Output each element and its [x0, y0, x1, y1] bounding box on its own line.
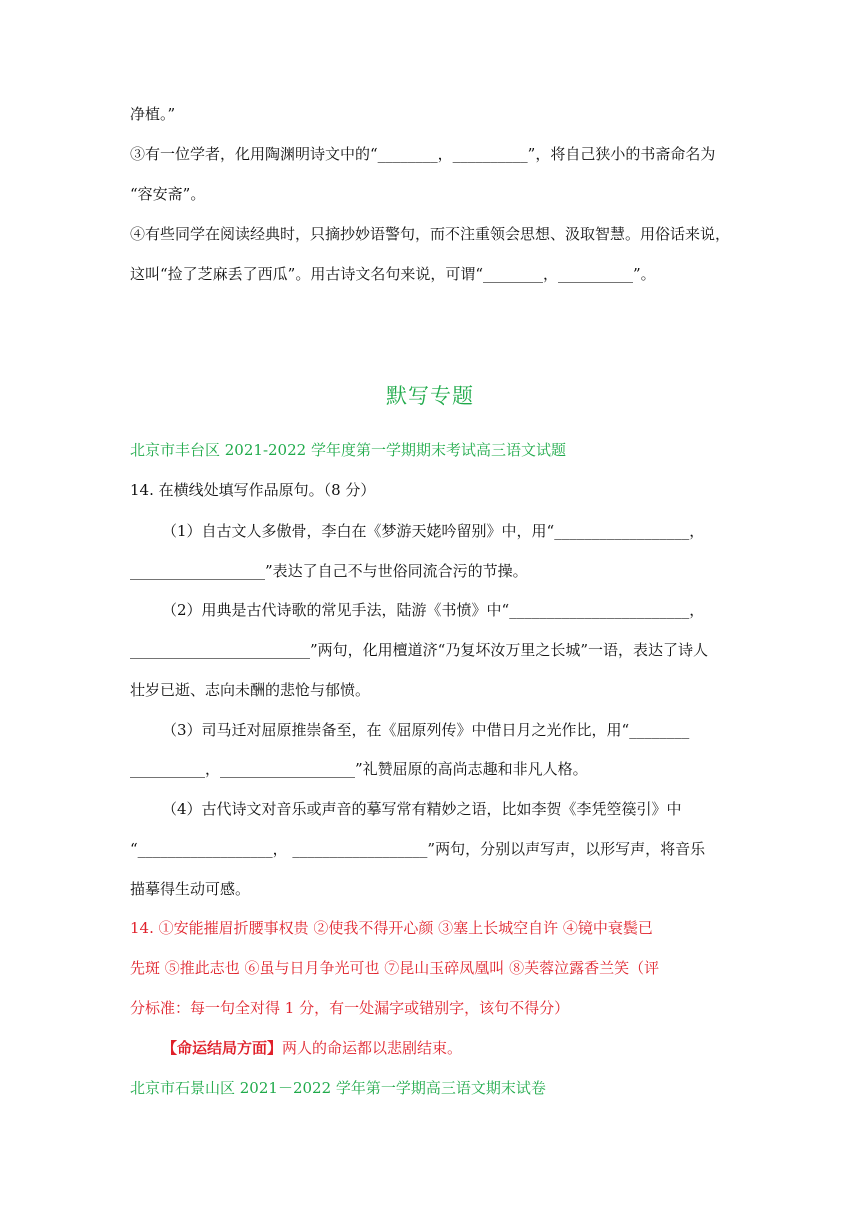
section-title: 默写专题 — [386, 384, 474, 408]
q3-line-2: __________，__________________”礼赞屈原的高尚志趣和非凡人格。 — [130, 760, 588, 778]
item-4-line-2: 这叫“捡了芝麻丢了西瓜”。用古诗文名句来说，可谓“________，__________”。 — [130, 265, 656, 283]
text-line-continuation: 净植。” — [130, 105, 176, 123]
question-14-heading: 14. 在横线处填写作品原句。（8 分） — [130, 481, 376, 499]
item-3-line-2: “容安斋”。 — [130, 185, 206, 203]
source-heading-shijingshan: 北京市石景山区 2021－2022 学年第一学期高三语文期末试卷 — [130, 1079, 546, 1097]
q1-line-1: （1）自古文人多傲骨，李白在《梦游天姥吟留别》中，用“__________________， — [162, 522, 705, 540]
answer-line-2: 先斑 ⑤推此志也 ⑥虽与日月争光可也 ⑦昆山玉碎凤凰叫 ⑧芙蓉泣露香兰笑（评 — [130, 959, 660, 977]
source-heading-fengtai: 北京市丰台区 2021-2022 学年度第一学期期末考试高三语文试题 — [130, 441, 566, 459]
fate-label: 【命运结局方面】 — [162, 1039, 283, 1057]
q2-line-3: 壮岁已逝、志向未酬的悲怆与郁愤。 — [130, 681, 371, 699]
fate-text: 两人的命运都以悲剧结束。 — [282, 1039, 463, 1057]
answer-line-3: 分标准：每一句全对得 1 分，有一处漏字或错别字，该句不得分） — [130, 999, 570, 1017]
q2-line-1: （2）用典是古代诗歌的常见手法，陆游《书愤》中“________________________， — [162, 601, 705, 619]
answer-line-1: 14. ①安能摧眉折腰事权贵 ②使我不得开心颜 ③塞上长城空自许 ④镜中衰鬓已 — [130, 919, 653, 937]
item-4-line-1: ④有些同学在阅读经典时，只摘抄妙语警句，而不注重领会思想、汲取智慧。用俗话来说， — [130, 225, 731, 243]
q3-line-1: （3）司马迁对屈原推崇备至，在《屈原列传》中借日月之光作比，用“________ — [162, 721, 690, 739]
fate-paragraph — [162, 1038, 462, 1058]
q2-line-2: ________________________”两句，化用檀道济“乃复坏汝万里之长城”一语，表达了诗人 — [130, 641, 709, 659]
q4-line-2: “__________________， __________________”两句，分别以声写声，以形写声，将音乐 — [130, 840, 706, 858]
q4-line-1: （4）古代诗文对音乐或声音的摹写常有精妙之语，比如李贺《李凭箜篌引》中 — [162, 800, 682, 818]
q1-line-2: __________________”表达了自己不与世俗同流合污的节操。 — [130, 562, 528, 580]
item-3-line-1: ③有一位学者，化用陶渊明诗文中的“________，__________”，将自己狭小的书斋命名为 — [130, 145, 716, 163]
q4-line-3: 描摹得生动可感。 — [130, 880, 251, 898]
